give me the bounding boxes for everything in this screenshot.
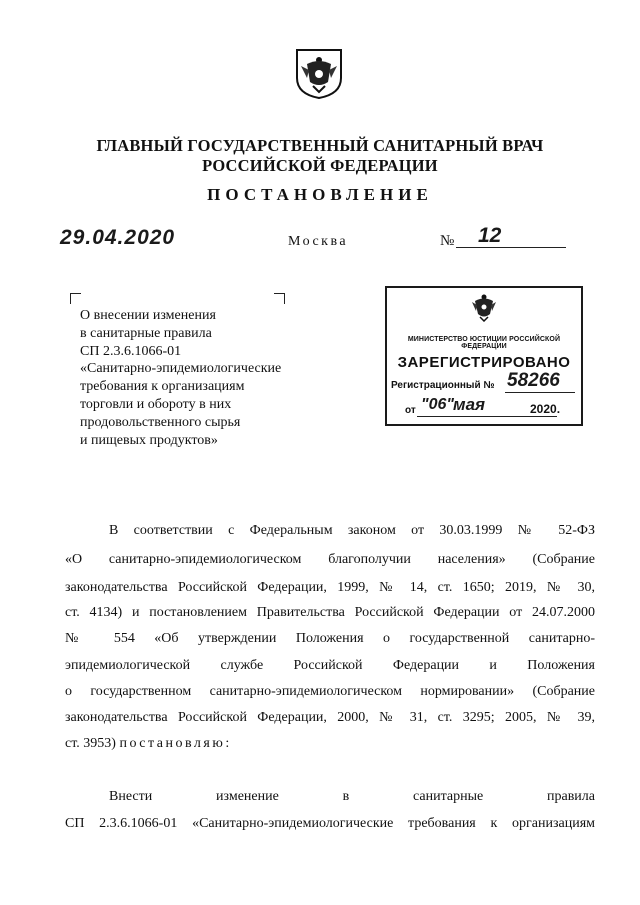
stamp-reg-number-underline [505,392,575,393]
subject-line: в санитарные правила [80,325,212,341]
document-city: Москва [288,234,349,249]
body-line-last [65,736,232,752]
body-line: СП 2.3.6.1066-01 «Санитарно-эпидемиологические требования к организациям [65,816,595,831]
subject-line: «Санитарно-эпидемиологические [80,361,282,377]
stamp-reg-number-label: Регистрационный № [391,380,495,391]
body-line: законодательства Российской Федерации, 2000, № 31, ст. 3295; 2005, № 39, [65,710,595,725]
stamp-day: "06" [421,396,454,413]
body-line: законодательства Российской Федерации, 1999, № 14, ст. 1650; 2019, № 30, [65,580,595,595]
body-line: № 554 «Об утверждении Положения о государственной санитарно- [65,631,595,646]
body-resolve-word: постановляю: [119,736,232,751]
issuing-authority-line1: ГЛАВНЫЙ ГОСУДАРСТВЕННЫЙ САНИТАРНЫЙ ВРАЧ [96,136,544,155]
stamp-ministry: МИНИСТЕРСТВО ЮСТИЦИИ РОССИЙСКОЙ ФЕДЕРАЦИИ [407,336,561,350]
document-number-label: № [440,233,455,249]
body-line: Внести изменение в санитарные правила [109,789,595,804]
stamp-eagle-icon [471,292,497,322]
body-citation-end: ст. 3953) [65,736,116,751]
stamp-date-underline [417,416,557,417]
subject-line: требования к организациям [80,379,245,395]
coat-of-arms-emblem [295,48,343,100]
body-line: о государственном санитарно-эпидемиологическом нормировании» (Собрание [65,684,595,699]
body-line: В соответствии с Федеральным законом от 30.03.1999 № 52-ФЗ [109,523,595,538]
body-line: эпидемиологической службе Российской Федерации и Положения [65,658,595,673]
stamp-month: мая [453,395,486,414]
subject-line: торговли и обороту в них [80,396,232,412]
subject-line: О внесении изменения [80,308,216,323]
subject-line: СП 2.3.6.1066-01 [80,343,182,359]
subject-corner-left [70,293,81,304]
document-number-underline [456,247,566,248]
stamp-registered: ЗАРЕГИСТРИРОВАНО [397,354,571,371]
document-subject [80,307,310,449]
stamp-year: 2020. [530,402,561,416]
document-type-title: ПОСТАНОВЛЕНИЕ [207,185,433,204]
stamp-from-label: от [405,405,416,416]
body-line: «О санитарно-эпидемиологическом благополучии населения» (Собрание [65,552,595,567]
document-number: 12 [478,224,502,247]
subject-line: продовольственного сырья [80,414,241,430]
body-line: ст. 4134) и постановлением Правительства Российской Федерации от 24.07.2000 [65,605,595,620]
stamp-reg-number: 58266 [507,370,560,391]
subject-corner-right [274,293,285,304]
subject-line: и пищевых продуктов» [80,432,218,448]
issuing-authority-line2: РОССИЙСКОЙ ФЕДЕРАЦИИ [202,156,438,175]
document-date: 29.04.2020 [60,226,176,249]
registration-stamp [385,286,583,426]
